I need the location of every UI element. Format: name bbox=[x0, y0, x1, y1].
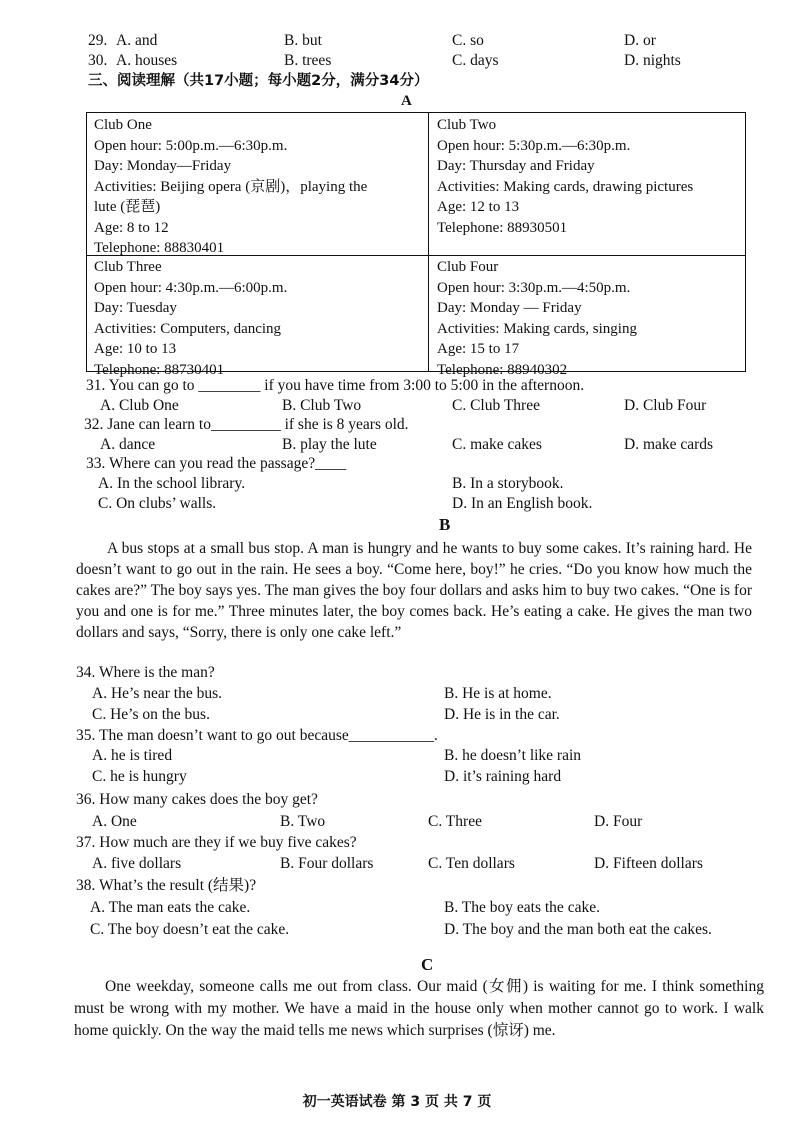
club-open-hour: Open hour: 4:30p.m.—6:00p.m. bbox=[94, 279, 288, 296]
table-divider-vertical bbox=[428, 113, 429, 371]
club-telephone: Telephone: 88930501 bbox=[437, 219, 568, 236]
q35-options-row2 bbox=[0, 767, 794, 788]
q30-option-c: C. days bbox=[452, 52, 499, 69]
q30-option-b: B. trees bbox=[284, 52, 332, 69]
club-age: Age: 15 to 17 bbox=[437, 341, 520, 357]
q33-option-b: B. In a storybook. bbox=[452, 475, 564, 492]
q37-option-a: A. five dollars bbox=[92, 855, 182, 872]
q37-option-c: C. Ten dollars bbox=[428, 855, 515, 872]
q33-stem: 33. Where can you read the passage?____ bbox=[86, 455, 347, 472]
q38-options-row1 bbox=[0, 898, 794, 919]
club-name: Club Three bbox=[94, 259, 162, 275]
q38-option-d: D. The boy and the man both eat the cakes. bbox=[444, 921, 712, 938]
club-activities: Activities: Making cards, singing bbox=[437, 320, 637, 337]
club-four-cell bbox=[437, 257, 637, 380]
q35-option-a: A. he is tired bbox=[92, 747, 173, 764]
passage-c-text: One weekday, someone calls me out from class. Our maid (女佣) is waiting for me. I think something must be wrong with my mother. We have a maid in the house only when mother cannot go to work. I walk home quickly. On the way the maid tells me news which surprises (惊讶) me. bbox=[74, 978, 764, 1039]
club-day: Day: Monday—Friday bbox=[94, 158, 232, 174]
q35-stem: 35. The man doesn’t want to go out because___________. bbox=[76, 727, 438, 744]
passage-b bbox=[76, 538, 752, 643]
club-telephone: Telephone: 88940302 bbox=[437, 361, 568, 378]
q35-option-b: B. he doesn’t like rain bbox=[444, 747, 582, 764]
q29-number: 29. bbox=[88, 32, 108, 49]
q38-option-b: B. The boy eats the cake. bbox=[444, 899, 600, 916]
question-30 bbox=[0, 51, 794, 72]
club-activities-cont: lute (琵琶) bbox=[94, 199, 161, 215]
q33-option-c: C. On clubs’ walls. bbox=[98, 495, 217, 512]
q29-option-a: A. and bbox=[116, 32, 158, 49]
part-a-label: A bbox=[401, 93, 412, 109]
club-activities: Activities: Beijing opera (京剧)，playing the bbox=[94, 178, 368, 195]
q31-stem: 31. You can go to ________ if you have time from 3:00 to 5:00 in the afternoon. bbox=[86, 377, 585, 394]
q29-option-d: D. or bbox=[624, 32, 656, 49]
club-day: Day: Thursday and Friday bbox=[437, 158, 595, 174]
q33-options-row2 bbox=[0, 494, 794, 515]
club-name: Club One bbox=[94, 117, 152, 133]
club-name: Club Four bbox=[437, 259, 499, 275]
question-29 bbox=[0, 31, 794, 52]
passage-c bbox=[74, 976, 764, 1042]
q32-option-c: C. make cakes bbox=[452, 436, 542, 453]
q37-stem: 37. How much are they if we buy five cakes? bbox=[76, 834, 357, 851]
club-age: Age: 8 to 12 bbox=[94, 219, 169, 236]
q38-options-row2 bbox=[0, 920, 794, 941]
q31-options bbox=[0, 396, 794, 417]
q35-option-c: C. he is hungry bbox=[92, 768, 187, 785]
passage-b-text: A bus stops at a small bus stop. A man is hungry and he wants to buy some cakes. It’s raining hard. He doesn’t want to go out in the rain. He sees a boy. “Come here, boy!” he cries. “Do you know how much the cakes are?” The boy says yes. The man gives the boy four dollars and asks him to buy two cakes. “One is for you and one is for me.” Three minutes later, the boy comes back. He’s eating a cake. He gives the man two dollars and says, “Sorry, there is only one cake left.” bbox=[76, 540, 752, 641]
q29-option-b: B. but bbox=[284, 32, 322, 49]
q31-option-b: B. Club Two bbox=[282, 397, 362, 414]
club-activities: Activities: Computers, dancing bbox=[94, 320, 282, 337]
q30-option-a: A. houses bbox=[116, 52, 178, 69]
q36-option-b: B. Two bbox=[280, 813, 326, 830]
q34-option-b: B. He is at home. bbox=[444, 685, 552, 702]
club-open-hour: Open hour: 3:30p.m.—4:50p.m. bbox=[437, 279, 631, 296]
q30-number: 30. bbox=[88, 52, 108, 69]
club-name: Club Two bbox=[437, 117, 497, 133]
club-age: Age: 12 to 13 bbox=[437, 199, 520, 215]
q34-options-row2 bbox=[0, 705, 794, 726]
q33-option-d: D. In an English book. bbox=[452, 495, 593, 512]
q33-options-row1 bbox=[0, 474, 794, 495]
q32-option-d: D. make cards bbox=[624, 436, 714, 453]
club-two-cell bbox=[437, 115, 693, 238]
q34-stem: 34. Where is the man? bbox=[76, 664, 215, 681]
q32-option-a: A. dance bbox=[100, 436, 156, 453]
q38-option-c: C. The boy doesn’t eat the cake. bbox=[90, 921, 290, 938]
q31-option-d: D. Club Four bbox=[624, 397, 707, 414]
q33-option-a: A. In the school library. bbox=[98, 475, 246, 492]
page-footer: 初一英语试卷 第 3 页 共 7 页 bbox=[302, 1094, 492, 1110]
club-day: Day: Tuesday bbox=[94, 300, 177, 316]
q31-option-c: C. Club Three bbox=[452, 397, 540, 414]
section-3-heading: 三、阅读理解（共17小题；每小题2分，满分34分） bbox=[88, 73, 429, 89]
q36-option-c: C. Three bbox=[428, 813, 482, 830]
club-table bbox=[86, 112, 746, 378]
q30-option-d: D. nights bbox=[624, 52, 681, 69]
q34-options-row1 bbox=[0, 684, 794, 705]
club-open-hour: Open hour: 5:00p.m.—6:30p.m. bbox=[94, 137, 288, 154]
club-open-hour: Open hour: 5:30p.m.—6:30p.m. bbox=[437, 137, 631, 154]
club-activities: Activities: Making cards, drawing pictures bbox=[437, 178, 694, 195]
q38-stem: 38. What’s the result (结果)? bbox=[76, 877, 257, 894]
q38-option-a: A. The man eats the cake. bbox=[90, 899, 251, 916]
q35-option-d: D. it’s raining hard bbox=[444, 768, 562, 785]
q35-options-row1 bbox=[0, 746, 794, 767]
q36-option-a: A. One bbox=[92, 813, 137, 830]
q36-stem: 36. How many cakes does the boy get? bbox=[76, 791, 318, 808]
club-telephone: Telephone: 88830401 bbox=[94, 240, 225, 256]
club-telephone: Telephone: 88730401 bbox=[94, 361, 225, 378]
q32-stem: 32. Jane can learn to_________ if she is 8 years old. bbox=[84, 416, 409, 433]
q36-options bbox=[0, 812, 794, 833]
q32-options bbox=[0, 435, 794, 456]
club-one-cell bbox=[94, 115, 367, 259]
q32-option-b: B. play the lute bbox=[282, 436, 377, 453]
part-b-label: B bbox=[439, 515, 451, 534]
club-age: Age: 10 to 13 bbox=[94, 341, 177, 357]
q37-option-d: D. Fifteen dollars bbox=[594, 855, 703, 872]
q31-option-a: A. Club One bbox=[100, 397, 179, 414]
part-c-label: C bbox=[421, 955, 434, 974]
q34-option-c: C. He’s on the bus. bbox=[92, 706, 210, 723]
club-three-cell bbox=[94, 257, 287, 380]
q37-options bbox=[0, 854, 794, 875]
club-day: Day: Monday — Friday bbox=[437, 300, 582, 316]
q29-option-c: C. so bbox=[452, 32, 484, 49]
q34-option-a: A. He’s near the bus. bbox=[92, 685, 222, 702]
q37-option-b: B. Four dollars bbox=[280, 855, 374, 872]
q36-option-d: D. Four bbox=[594, 813, 643, 830]
q34-option-d: D. He is in the car. bbox=[444, 706, 560, 723]
